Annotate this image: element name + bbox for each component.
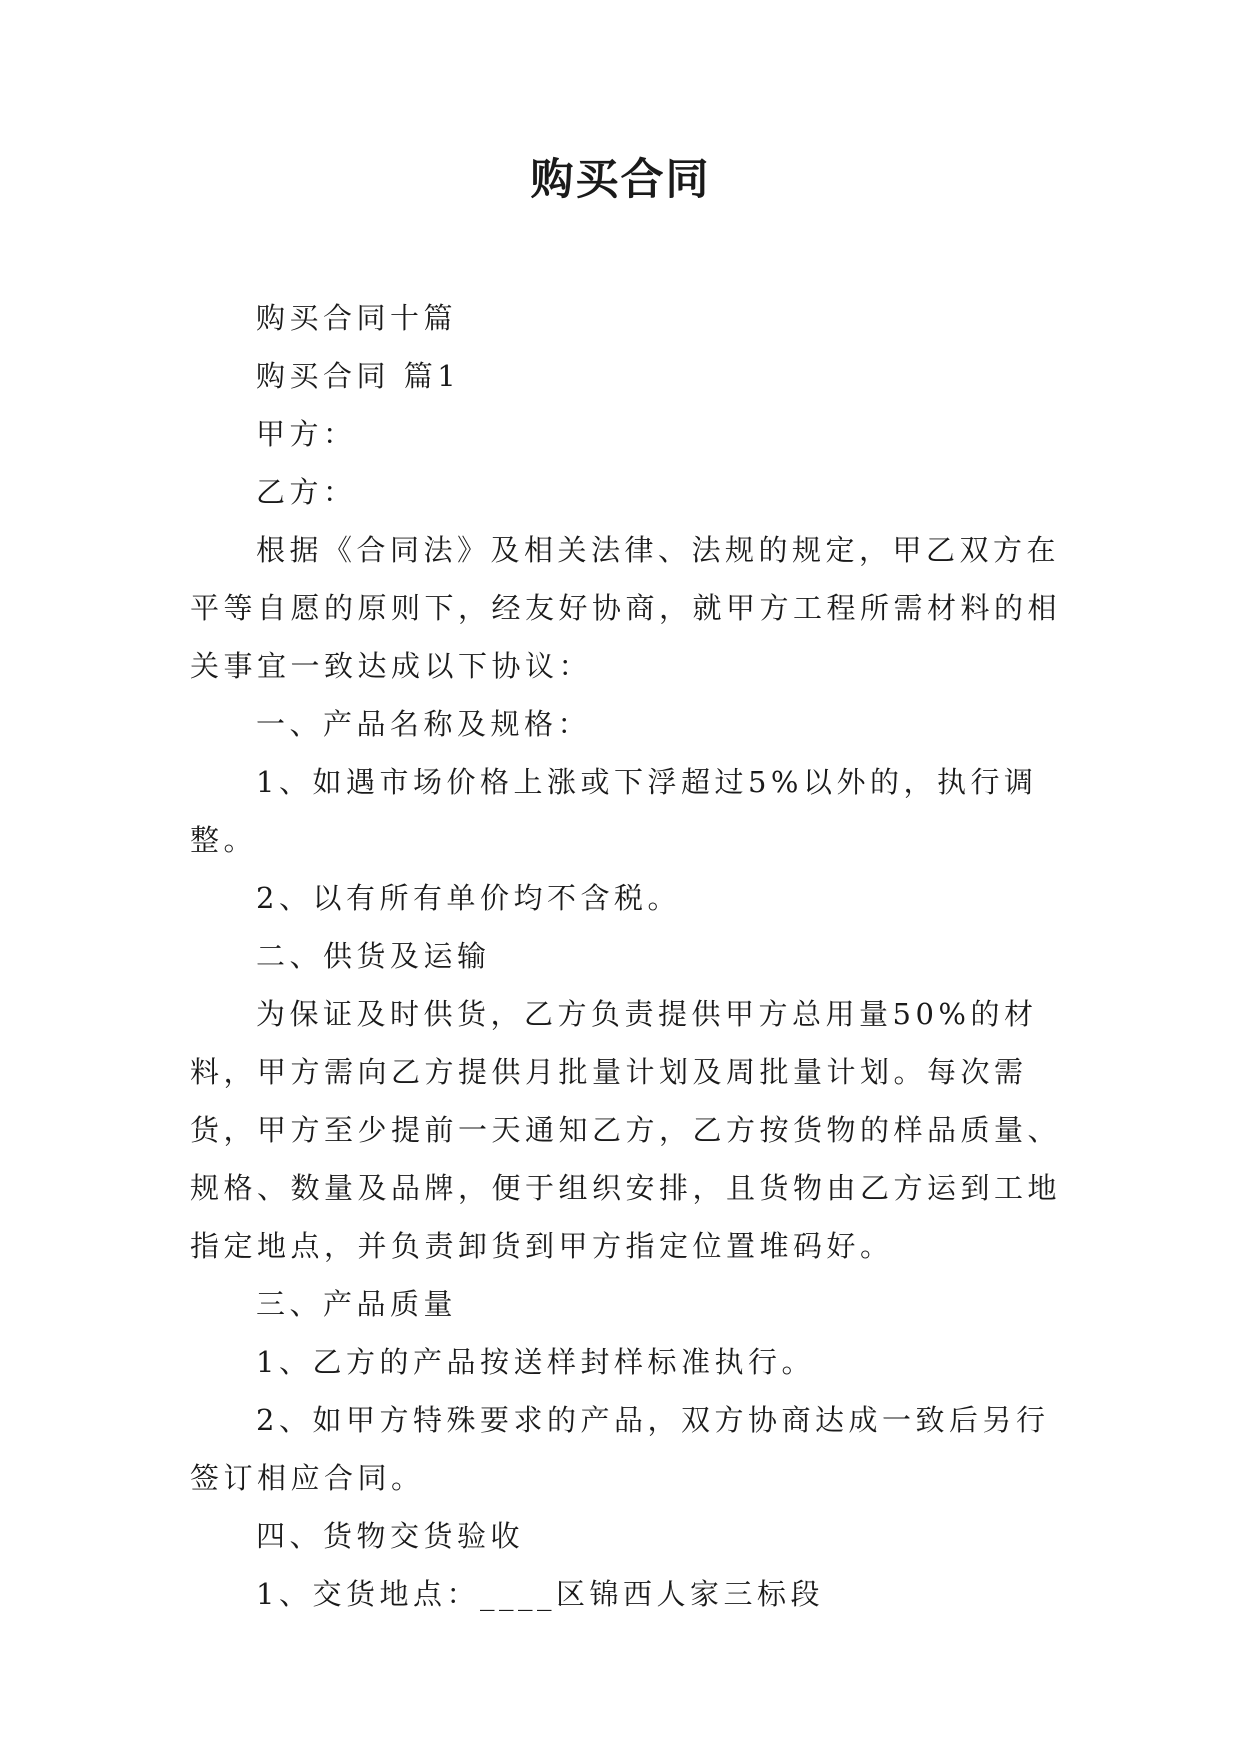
clause-price-adjustment: 1、如遇市场价格上涨或下浮超过5%以外的，执行调整。 — [190, 765, 1038, 857]
paragraph-party-a: 甲方： — [256, 417, 357, 451]
paragraph-collection-heading: 购买合同十篇 — [256, 301, 458, 335]
paragraph-contract-number: 购买合同 篇1 — [256, 359, 461, 393]
document-body — [190, 289, 1062, 1623]
clause-tax: 2、以有所有单价均不含税。 — [256, 881, 681, 915]
section-heading-supply: 二、供货及运输 — [256, 939, 491, 973]
clause-supply-transport: 为保证及时供货，乙方负责提供甲方总用量50%的材料，甲方需向乙方提供月批量计划及周批量计划。每次需货，甲方至少提前一天通知乙方，乙方按货物的样品质量、规格、数量及品牌，便于组织安排，且货物由乙方运到工地指定地点，并负责卸货到甲方指定位置堆码好。 — [190, 997, 1062, 1263]
paragraph-preamble: 根据《合同法》及相关法律、法规的规定，甲乙双方在平等自愿的原则下，经友好协商，就甲方工程所需材料的相关事宜一致达成以下协议： — [190, 533, 1062, 683]
section-heading-quality: 三、产品质量 — [256, 1287, 458, 1321]
document-title: 购买合同 — [530, 155, 711, 205]
section-heading-product: 一、产品名称及规格： — [256, 707, 592, 741]
clause-quality-standard: 1、乙方的产品按送样封样标准执行。 — [256, 1345, 815, 1379]
paragraph-party-b: 乙方： — [256, 475, 357, 509]
clause-delivery-location: 1、交货地点：____区锦西人家三标段 — [256, 1577, 824, 1611]
clause-special-requirements: 2、如甲方特殊要求的产品，双方协商达成一致后另行签订相应合同。 — [190, 1403, 1050, 1495]
section-heading-delivery: 四、货物交货验收 — [256, 1519, 525, 1553]
